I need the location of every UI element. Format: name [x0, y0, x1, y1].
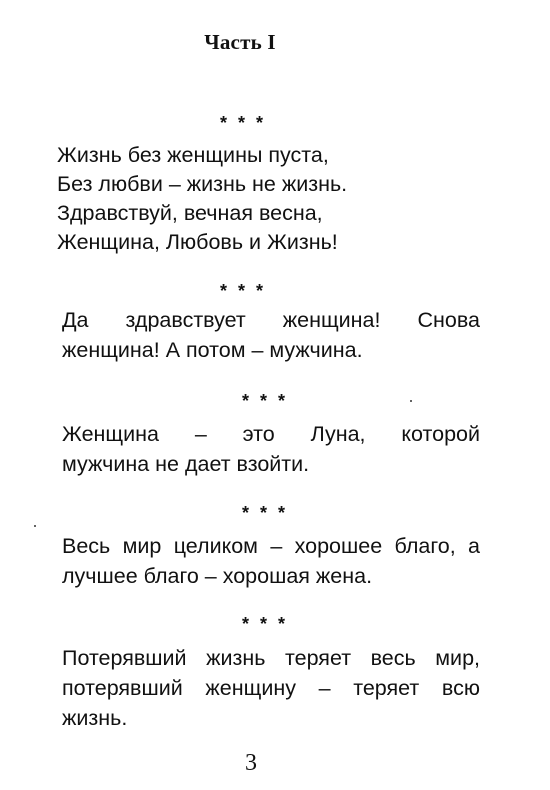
- print-speck: [410, 400, 412, 402]
- print-speck: [34, 525, 36, 527]
- aphorism-paragraph: [62, 643, 480, 733]
- poem-line: Без любви – жизнь не жизнь.: [57, 172, 348, 196]
- paragraph-line: мужчина не дает взойти.: [62, 452, 310, 476]
- paragraph-line: женщина! А потом – мужчина.: [62, 338, 363, 362]
- paragraph-line: Весь мир целиком – хорошее благо, а: [62, 534, 480, 558]
- section-separator: * * *: [241, 391, 289, 411]
- aphorism-paragraph: [62, 419, 480, 479]
- section-separator: * * *: [241, 614, 289, 634]
- section-separator: * * *: [219, 281, 267, 301]
- section-separator: * * *: [241, 503, 289, 523]
- paragraph-line: жизнь.: [62, 706, 128, 730]
- poem-line: Здравствуй, вечная весна,: [57, 201, 323, 225]
- chapter-title: Часть I: [204, 30, 276, 54]
- paragraph-line: потерявший женщину – теряет всю: [62, 676, 480, 700]
- paragraph-line: Женщина – это Луна, которой: [62, 422, 480, 446]
- aphorism-paragraph: [62, 531, 480, 591]
- poem-line: Женщина, Любовь и Жизнь!: [57, 230, 338, 254]
- section-separator: * * *: [219, 113, 267, 133]
- poem-line: Жизнь без женщины пуста,: [57, 143, 329, 167]
- poem-stanza: [57, 141, 477, 257]
- aphorism-paragraph: [62, 305, 480, 365]
- paragraph-line: лучшее благо – хорошая жена.: [62, 564, 373, 588]
- paragraph-line: Потерявший жизнь теряет весь мир,: [62, 646, 480, 670]
- paragraph-line: Да здравствует женщина! Снова: [62, 308, 480, 332]
- page-number: 3: [245, 750, 257, 776]
